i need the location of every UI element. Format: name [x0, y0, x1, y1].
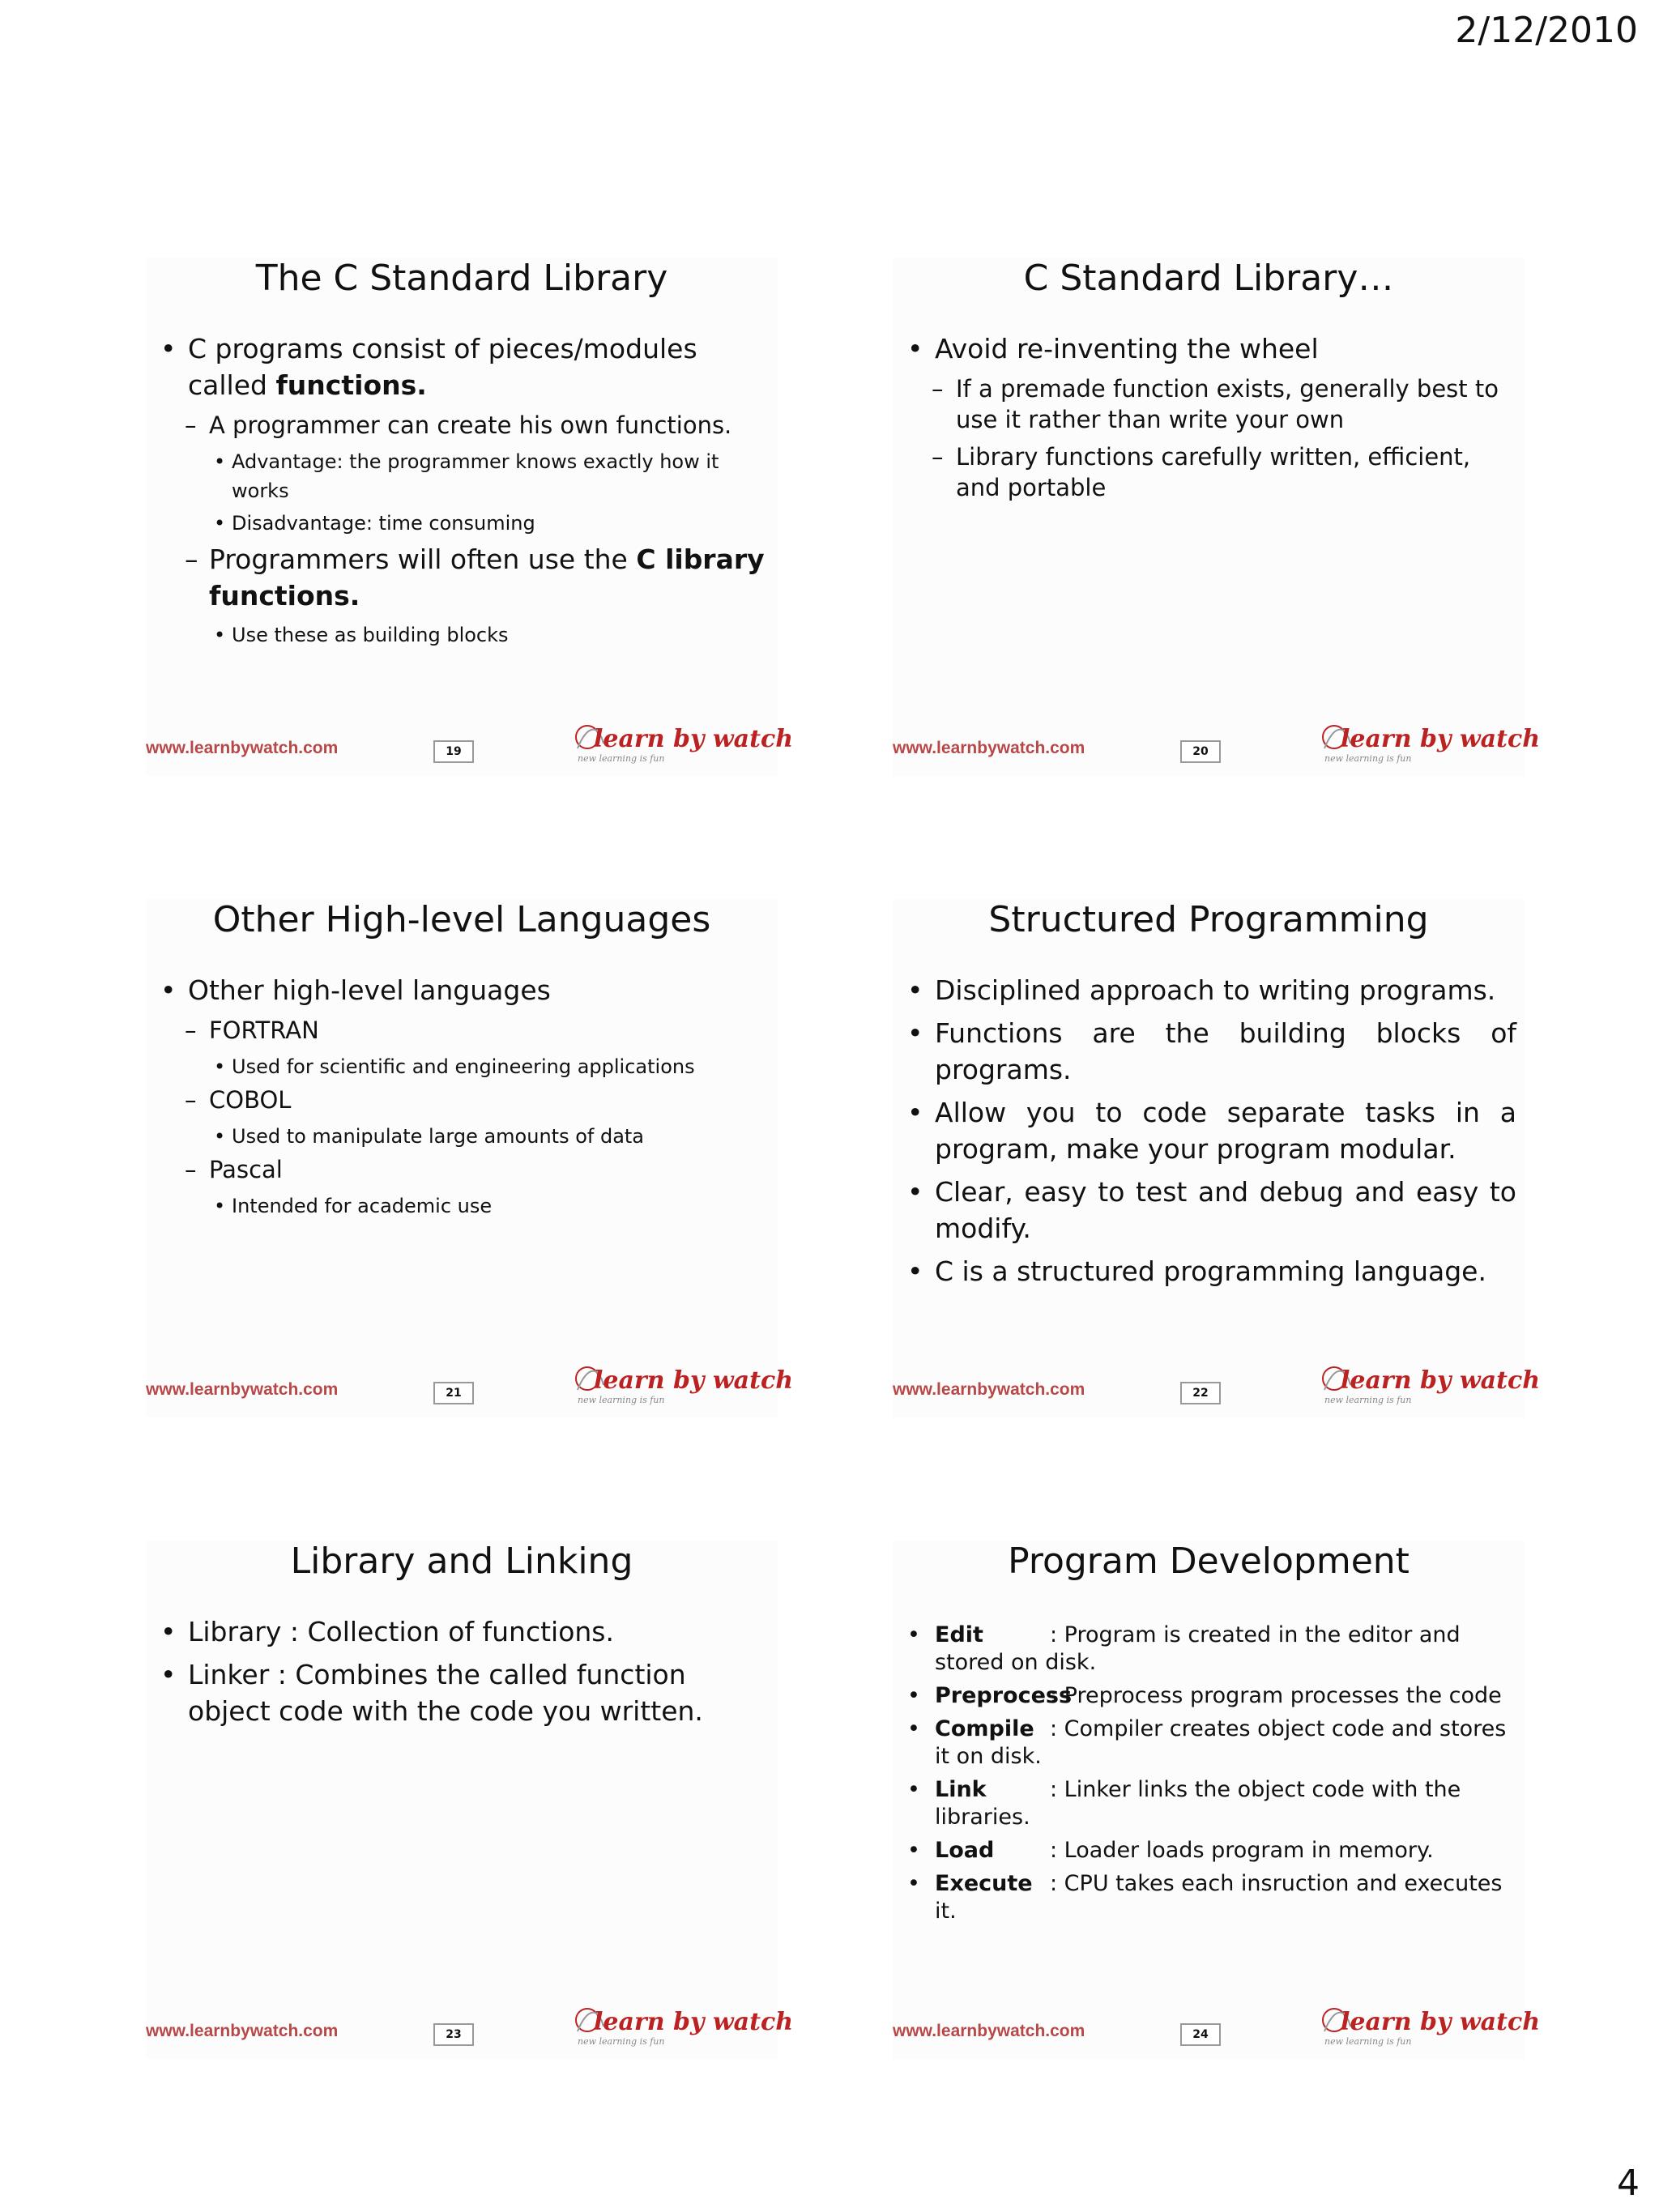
slide-body	[893, 972, 1516, 1296]
step-name: Preprocess	[935, 1683, 1073, 1708]
bullet: • Library : Collection of functions.	[146, 1613, 770, 1650]
logo-text: learn by watch	[594, 1366, 794, 1395]
process-step	[893, 1870, 1516, 1925]
bullet: • Other high-level languages	[146, 972, 770, 1008]
learnbywatch-logo	[571, 716, 794, 765]
bullet: • Linker : Combines the called function object code with the code you written.	[146, 1656, 770, 1729]
step-description: : CPU takes each insruction and executes it.	[935, 1871, 1503, 1924]
bullet-text: C programs consist of pieces/modules called	[188, 333, 697, 401]
bullet-bold-text: functions.	[275, 369, 427, 401]
slide-22	[893, 899, 1541, 1417]
footer-url: www.learnbywatch.com	[146, 2022, 339, 2040]
footer-url: www.learnbywatch.com	[893, 1380, 1085, 1399]
sub-bullet: – A programmer can create his own functions.	[146, 410, 770, 441]
logo-text: learn by watch	[594, 725, 794, 753]
slide-body	[146, 1613, 770, 1736]
slide-title: Other High-level Languages	[212, 899, 711, 940]
slide-footer	[146, 1353, 794, 1417]
sub-bullet-bold-text: C library	[636, 543, 765, 575]
slide-body	[893, 330, 1516, 509]
sub-sub-bullet: • Advantage: the programmer knows exactly how it works	[146, 447, 770, 505]
logo-text: learn by watch	[594, 2008, 794, 2036]
slide-title: Library and Linking	[290, 1541, 633, 1582]
sub-bullet: – Pascal	[146, 1154, 770, 1185]
sub-sub-bullet: • Use these as building blocks	[146, 620, 770, 650]
slide-number: 22	[1180, 1382, 1221, 1404]
logo-text: learn by watch	[1341, 725, 1541, 753]
logo-tagline: new learning is fun	[1324, 753, 1412, 764]
learnbywatch-logo	[571, 1357, 794, 1406]
bullet: • Clear, easy to test and debug and easy to modify.	[893, 1174, 1516, 1247]
sub-sub-bullet: • Used for scientific and engineering applications	[146, 1052, 770, 1081]
step-description: : Program is created in the editor and stored on disk.	[935, 1622, 1461, 1675]
footer-url: www.learnbywatch.com	[146, 739, 339, 757]
process-step	[893, 1776, 1516, 1831]
sub-sub-bullet: • Intended for academic use	[146, 1191, 770, 1221]
logo-tagline: new learning is fun	[578, 1395, 665, 1405]
step-name: Compile	[935, 1716, 1034, 1741]
bullet: • Functions are the building blocks of programs.	[893, 1015, 1516, 1088]
slide-number: 21	[433, 1382, 474, 1404]
slide-19	[146, 258, 794, 776]
logo-tagline: new learning is fun	[1324, 2036, 1412, 2047]
sub-bullet	[146, 541, 770, 614]
sub-bullet: – FORTRAN	[146, 1015, 770, 1046]
slide-body	[146, 330, 770, 653]
process-step	[893, 1622, 1516, 1677]
sub-bullet-text: Programmers will often use the	[209, 543, 628, 575]
sub-bullet-bold-text: functions.	[209, 580, 360, 612]
step-description: : Loader loads program in memory.	[1050, 1838, 1434, 1863]
slide-footer	[146, 711, 794, 776]
bullet	[146, 330, 770, 403]
slide-title: C Standard Library…	[1023, 258, 1394, 299]
process-step	[893, 1715, 1516, 1771]
logo-tagline: new learning is fun	[578, 2036, 665, 2047]
bullet: • Allow you to code separate tasks in a program, make your program modular.	[893, 1094, 1516, 1167]
sub-sub-bullet: • Used to manipulate large amounts of data	[146, 1122, 770, 1151]
step-name: Link	[935, 1777, 987, 1802]
slide-footer	[146, 1994, 794, 2059]
footer-url: www.learnbywatch.com	[893, 739, 1085, 757]
learnbywatch-logo	[1318, 716, 1541, 765]
slide-title: Program Development	[1008, 1541, 1410, 1582]
step-name: Load	[935, 1838, 995, 1863]
slide-title: Structured Programming	[988, 899, 1429, 940]
footer-url: www.learnbywatch.com	[893, 2022, 1085, 2040]
slide-body	[146, 972, 770, 1224]
slide-24	[893, 1541, 1541, 2059]
slide-footer	[893, 1353, 1541, 1417]
bullet: • Disciplined approach to writing programs.	[893, 972, 1516, 1008]
page-date: 2/12/2010	[1455, 10, 1638, 51]
slide-number: 24	[1180, 2023, 1221, 2046]
slide-21	[146, 899, 794, 1417]
learnbywatch-logo	[571, 1999, 794, 2048]
logo-text: learn by watch	[1341, 1366, 1541, 1395]
step-description: : Linker links the object code with the libraries.	[935, 1777, 1461, 1830]
slide-footer	[893, 711, 1541, 776]
sub-bullet: – COBOL	[146, 1085, 770, 1115]
slide-number: 19	[433, 740, 474, 763]
logo-tagline: new learning is fun	[578, 753, 665, 764]
slide-title: The C Standard Library	[255, 258, 668, 299]
slide-number: 20	[1180, 740, 1221, 763]
step-name: Edit	[935, 1622, 983, 1647]
step-description: : Preprocess program processes the code	[1050, 1683, 1502, 1708]
learnbywatch-logo	[1318, 1999, 1541, 2048]
slide-footer	[893, 1994, 1541, 2059]
process-step	[893, 1837, 1516, 1865]
step-name: Execute	[935, 1871, 1033, 1896]
bullet: • Avoid re-inventing the wheel	[893, 330, 1516, 367]
step-description: : Compiler creates object code and stores it on disk.	[935, 1716, 1507, 1769]
bullet: • C is a structured programming language.	[893, 1253, 1516, 1289]
page-number: 4	[1617, 2163, 1640, 2204]
logo-text: learn by watch	[1341, 2008, 1541, 2036]
slide-23	[146, 1541, 794, 2059]
sub-bullet: – If a premade function exists, generally best to use it rather than write your own	[893, 373, 1516, 435]
slide-20	[893, 258, 1541, 776]
process-step	[893, 1682, 1516, 1710]
sub-sub-bullet: • Disadvantage: time consuming	[146, 509, 770, 538]
learnbywatch-logo	[1318, 1357, 1541, 1406]
slide-body	[893, 1622, 1516, 1931]
slide-number: 23	[433, 2023, 474, 2046]
footer-url: www.learnbywatch.com	[146, 1380, 339, 1399]
logo-tagline: new learning is fun	[1324, 1395, 1412, 1405]
sub-bullet: – Library functions carefully written, efficient, and portable	[893, 441, 1516, 503]
